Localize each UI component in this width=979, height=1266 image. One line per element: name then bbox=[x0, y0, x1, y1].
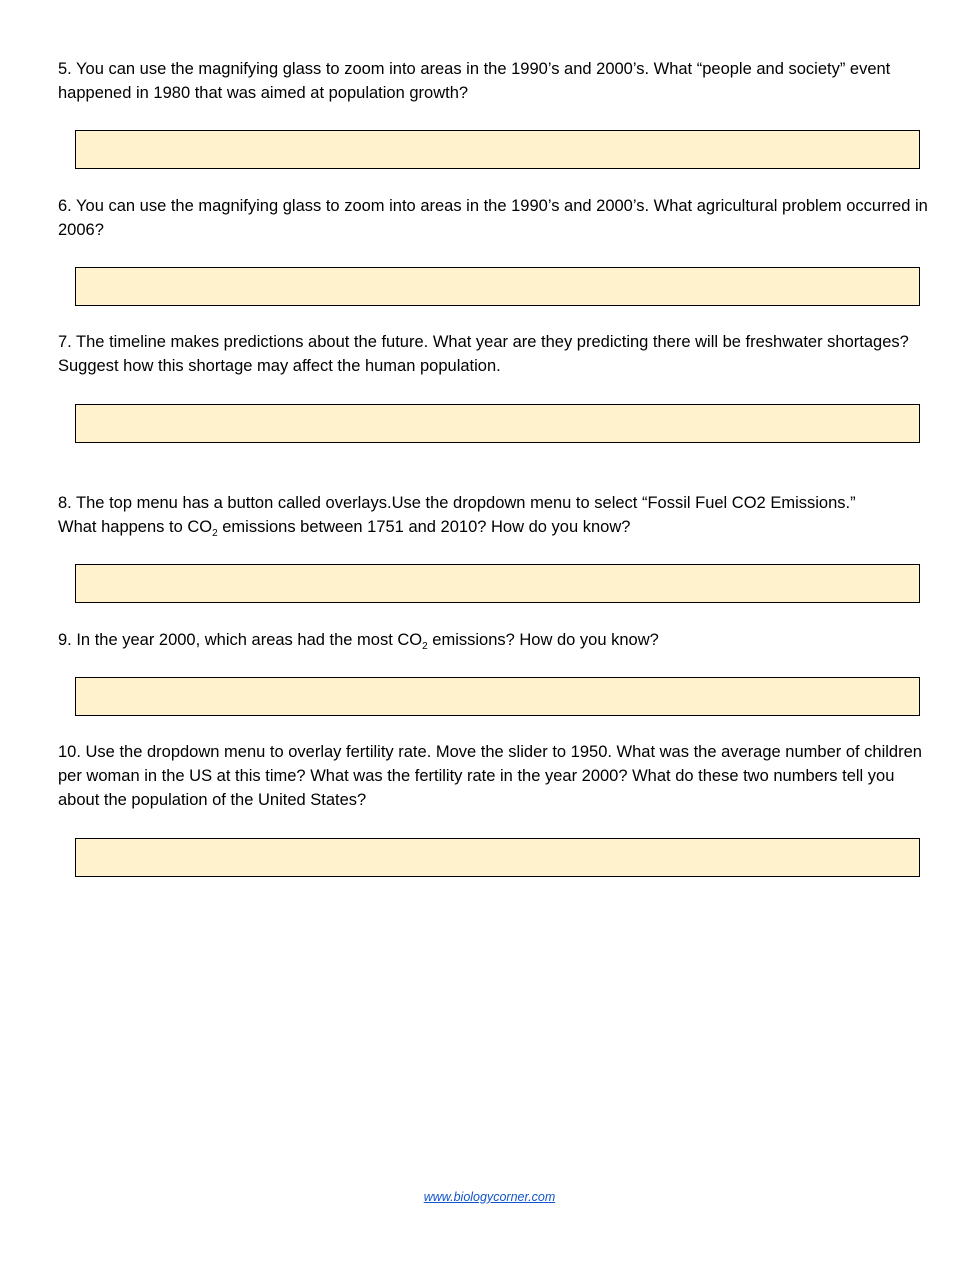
question-8-line2-start: What happens to CO bbox=[58, 518, 213, 536]
co2-subscript: 2 bbox=[212, 528, 218, 539]
co2-subscript: 2 bbox=[422, 641, 428, 652]
question-9 bbox=[58, 628, 928, 652]
answer-box-10[interactable] bbox=[75, 838, 920, 877]
footer-link[interactable]: www.biologycorner.com bbox=[423, 1190, 556, 1204]
question-9-end: emissions? How do you know? bbox=[427, 631, 659, 649]
question-6: 6. You can use the magnifying glass to zoom into areas in the 1990’s and 2000’s. What agricultural problem occurred in 2006? bbox=[58, 197, 928, 239]
question-5: 5. You can use the magnifying glass to zoom into areas in the 1990’s and 2000’s. What “people and society” event happened in 1980 that was aimed at population growth? bbox=[58, 60, 891, 102]
question-8-line2-end: emissions between 1751 and 2010? How do you know? bbox=[217, 518, 631, 536]
answer-box-8[interactable] bbox=[75, 564, 920, 603]
question-9-start: 9. In the year 2000, which areas had the most CO bbox=[58, 631, 423, 649]
question-10: 10. Use the dropdown menu to overlay fertility rate. Move the slider to 1950. What was the average number of children per woman in the US at this time? What was the fertility rate in the year 2000? What do these two numbers tell you about the population of the United States? bbox=[58, 743, 922, 809]
answer-box-6[interactable] bbox=[75, 267, 920, 306]
question-8-line1: 8. The top menu has a button called overlays.Use the dropdown menu to select “Fossil Fuel CO2 Emissions.” bbox=[58, 494, 856, 512]
answer-box-7[interactable] bbox=[75, 404, 920, 443]
question-8 bbox=[58, 491, 928, 539]
footer bbox=[0, 1190, 979, 1204]
answer-box-9[interactable] bbox=[75, 677, 920, 716]
answer-box-5[interactable] bbox=[75, 130, 920, 169]
question-7: 7. The timeline makes predictions about the future. What year are they predicting there will be freshwater shortages? Suggest how this shortage may affect the human population. bbox=[58, 333, 909, 375]
